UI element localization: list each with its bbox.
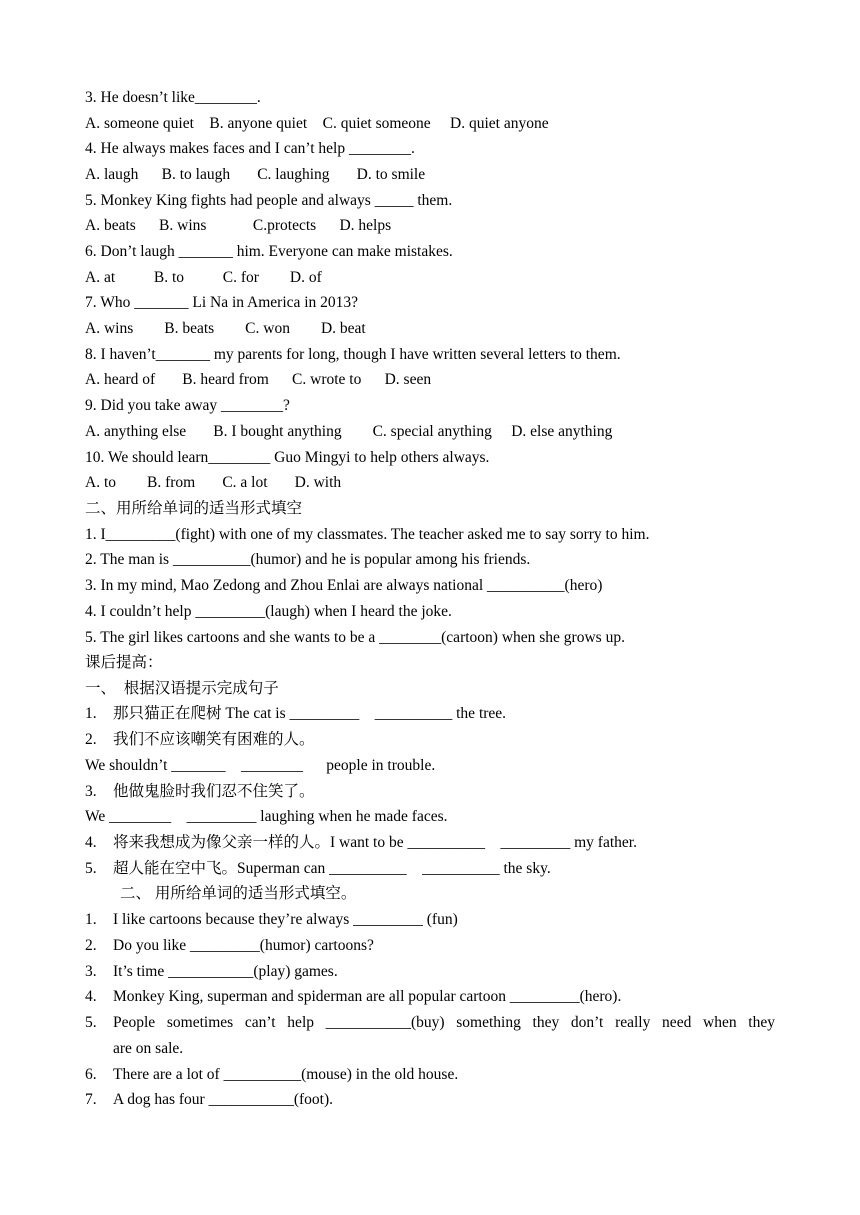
section-heading: 一、 根据汉语提示完成句子 [85,680,279,697]
item-number: 2. [85,937,97,954]
options-line: A. at B. to C. for D. of [85,269,322,286]
question-line: 3. In my mind, Mao Zedong and Zhou Enlai are always national __________(hero) [85,577,603,594]
item-number: 6. [85,1066,97,1083]
item-number: 4. [85,834,97,851]
question-line: 8. I haven’t_______ my parents for long, though I have written several letters to them. [85,346,621,363]
options-line: A. anything else B. I bought anything C. special anything D. else anything [85,423,613,440]
item-text: 我们不应该嘲笑有困难的人。 [113,731,315,748]
question-line: 6. Don’t laugh _______ him. Everyone can make mistakes. [85,243,453,260]
question-line: 3. He doesn’t like________. [85,89,261,106]
item-text: 他做鬼脸时我们忍不住笑了。 [113,783,315,800]
options-line: A. wins B. beats C. won D. beat [85,320,366,337]
section-heading: 课后提高： [85,654,163,671]
question-line: 2. The man is __________(humor) and he is popular among his friends. [85,551,531,568]
question-line: 4. He always makes faces and I can’t help ________. [85,140,415,157]
item-text: Do you like _________(humor) cartoons? [113,937,374,954]
item-number: 5. [85,1014,97,1031]
item-number: 4. [85,988,97,1005]
options-line: A. someone quiet B. anyone quiet C. quiet someone D. quiet anyone [85,115,549,132]
question-line: 7. Who _______ Li Na in America in 2013? [85,294,359,311]
question-line: 10. We should learn________ Guo Mingyi to help others always. [85,449,490,466]
item-text: People sometimes can’t help ___________(buy) something they don’t really need when they [113,1014,775,1031]
options-line: A. laugh B. to laugh C. laughing D. to smile [85,166,426,183]
item-text: I like cartoons because they’re always _________ (fun) [113,911,458,928]
options-line: A. beats B. wins C.protects D. helps [85,217,392,234]
section-heading: 二、 用所给单词的适当形式填空。 [120,885,357,902]
item-number: 3. [85,783,97,800]
item-text: 那只猫正在爬树 The cat is _________ __________ the tree. [113,705,507,722]
item-text: 超人能在空中飞。Superman can __________ __________ the sky. [113,860,551,877]
item-number: 5. [85,860,97,877]
item-text-continued: are on sale. [113,1040,184,1057]
item-text: We shouldn’t _______ ________ people in trouble. [85,757,436,774]
item-text: 将来我想成为像父亲一样的人。I want to be __________ _________ my father. [113,834,637,851]
question-line: 5. The girl likes cartoons and she wants to be a ________(cartoon) when she grows up. [85,629,625,646]
item-text: A dog has four ___________(foot). [113,1091,333,1108]
question-line: 4. I couldn’t help _________(laugh) when I heard the joke. [85,603,452,620]
item-number: 3. [85,963,97,980]
item-text: Monkey King, superman and spiderman are all popular cartoon _________(hero). [113,988,622,1005]
item-number: 2. [85,731,97,748]
question-line: 9. Did you take away ________? [85,397,290,414]
options-line: A. to B. from C. a lot D. with [85,474,342,491]
item-text: It’s time ___________(play) games. [113,963,338,980]
options-line: A. heard of B. heard from C. wrote to D. seen [85,371,432,388]
item-number: 1. [85,705,97,722]
section-heading: 二、用所给单词的适当形式填空 [85,500,303,517]
item-text: There are a lot of __________(mouse) in the old house. [113,1066,459,1083]
item-number: 1. [85,911,97,928]
item-text: We ________ _________ laughing when he made faces. [85,808,448,825]
question-line: 5. Monkey King fights had people and always _____ them. [85,192,453,209]
question-line: 1. I_________(fight) with one of my classmates. The teacher asked me to say sorry to him. [85,526,650,543]
item-number: 7. [85,1091,97,1108]
